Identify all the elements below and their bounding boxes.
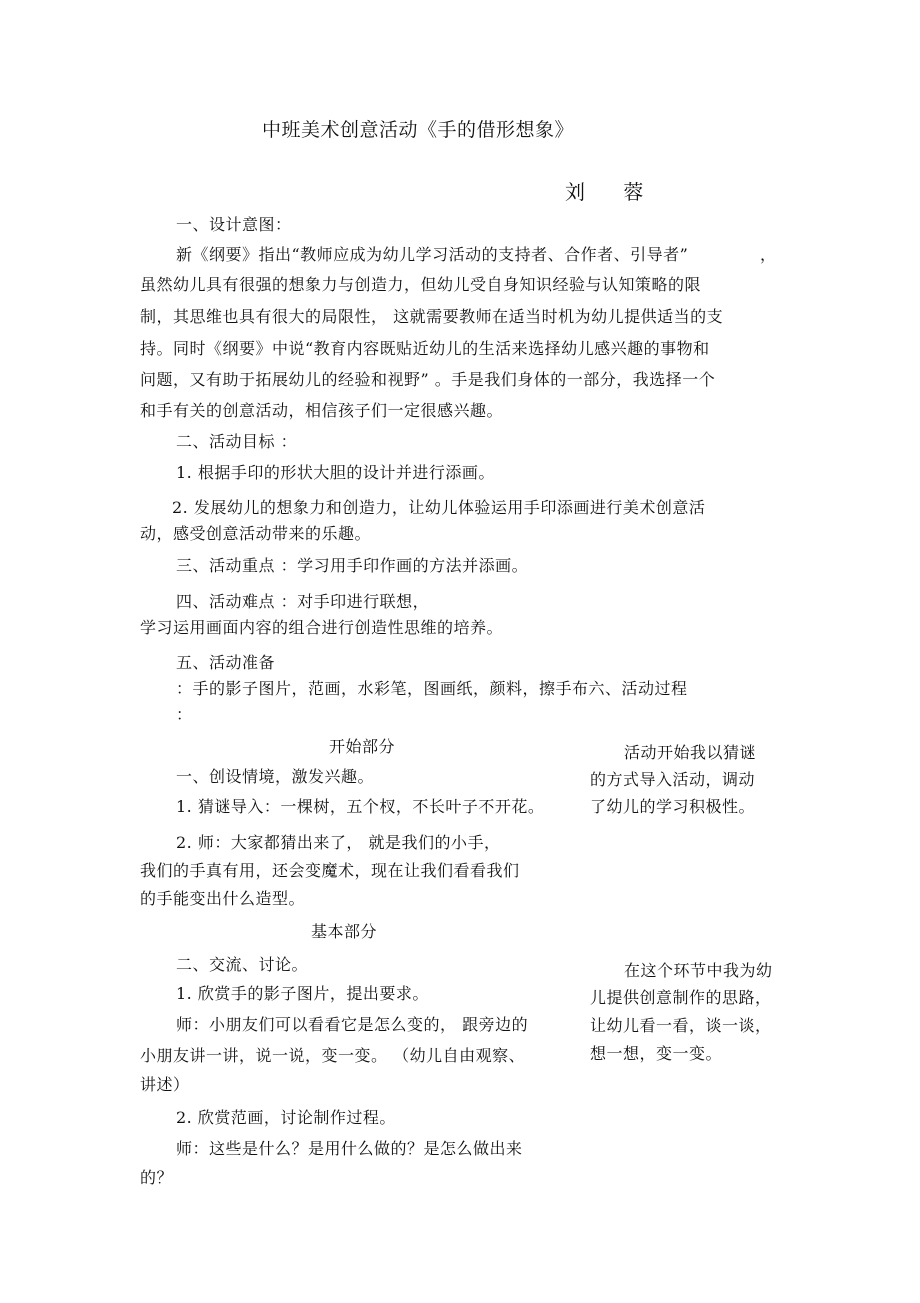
procedure-step: 1. 欣赏手的影子图片，提出要求。 (176, 984, 429, 1003)
margin-note-line: 让幼儿看一看，谈一谈， (590, 1016, 772, 1035)
procedure-step: 二、交流、讨论。 (176, 955, 309, 974)
section-difficulty-continued: 学习运用画面内容的组合进行创造性思维的培养。 (140, 618, 504, 637)
procedure-step: 1. 猜谜导入：一棵树，五个杈，不长叶子不开花。 (176, 797, 545, 816)
procedure-step: 2. 师：大家都猜出来了， 就是我们的小手， (176, 833, 501, 852)
section-heading-design: 一、设计意图： (176, 215, 292, 234)
margin-note-line: 在这个环节中我为幼 (624, 961, 773, 980)
section-difficulty: 四、活动难点 ：对手印进行联想， (176, 592, 430, 611)
margin-note-line: 的方式导入活动，调动 (590, 770, 756, 789)
paragraph-line: 问题，又有助于拓展幼儿的经验和视野” 。手是我们身体的一部分，我选择一个 (140, 370, 716, 389)
author-name: 刘 蓉 (565, 180, 660, 204)
procedure-step-continued: 讲述） (140, 1075, 190, 1094)
paragraph-line: 新《纲要》指出“教师应成为幼儿学习活动的支持者、合作者、引导者” (176, 245, 689, 264)
paragraph-punctuation: ， (760, 245, 777, 264)
prep-colon: ： (176, 705, 193, 724)
subsection-heading-basic: 基本部分 (311, 922, 378, 941)
document-title: 中班美术创意活动《手的借形想象》 (262, 119, 575, 141)
goal-item-continued: 动，感受创意活动带来的乐趣。 (140, 524, 372, 543)
paragraph-line: 虽然幼儿具有很强的想象力与创造力，但幼儿受自身知识经验与认知策略的限 (140, 275, 702, 294)
margin-note-line: 活动开始我以猜谜 (624, 743, 757, 762)
prep-materials: ：手的影子图片，范画，水彩笔，图画纸，颜料，擦手布六、活动过程 (176, 679, 688, 698)
paragraph-line: 制，其思维也具有很大的局限性， 这就需要教师在适当时机为幼儿提供适当的支 (140, 307, 724, 326)
procedure-step: 师：小朋友们可以看看它是怎么变的， 跟旁边的 (176, 1015, 529, 1034)
margin-note-line: 了幼儿的学习积极性。 (590, 797, 756, 816)
section-heading-goals: 二、活动目标 ： (176, 432, 298, 451)
paragraph-line: 持。同时《纲要》中说“教育内容既贴近幼儿的生活来选择幼儿感兴趣的事物和 (140, 339, 710, 358)
paragraph-line: 和手有关的创意活动，相信孩子们一定很感兴趣。 (140, 401, 504, 420)
procedure-step: 2. 欣赏范画，讨论制作过程。 (176, 1108, 396, 1127)
section-heading-prep: 五、活动准备 (176, 653, 276, 672)
procedure-step: 一、创设情境，激发兴趣。 (176, 767, 375, 786)
procedure-step-continued: 我们的手真有用，还会变魔术，现在让我们看看我们 (140, 861, 520, 880)
margin-note-line: 儿提供创意制作的思路， (590, 988, 772, 1007)
goal-item: 1. 根据手印的形状大胆的设计并进行添画。 (176, 463, 495, 482)
margin-note-line: 想一想，变一变。 (590, 1044, 723, 1063)
section-focus: 三、活动重点 ：学习用手印作画的方法并添画。 (176, 556, 529, 575)
procedure-step-continued: 的？ (140, 1168, 174, 1187)
subsection-heading-start: 开始部分 (329, 737, 396, 756)
procedure-step-continued: 小朋友讲一讲，说一说，变一变。 （幼儿自由观察、 (140, 1046, 526, 1065)
goal-item: 2. 发展幼儿的想象力和创造力，让幼儿体验运用手印添画进行美术创意活 (172, 498, 706, 517)
procedure-step-continued: 的手能变出什么造型。 (140, 889, 306, 908)
procedure-step: 师：这些是什么？是用什么做的？是怎么做出来 (176, 1139, 523, 1158)
